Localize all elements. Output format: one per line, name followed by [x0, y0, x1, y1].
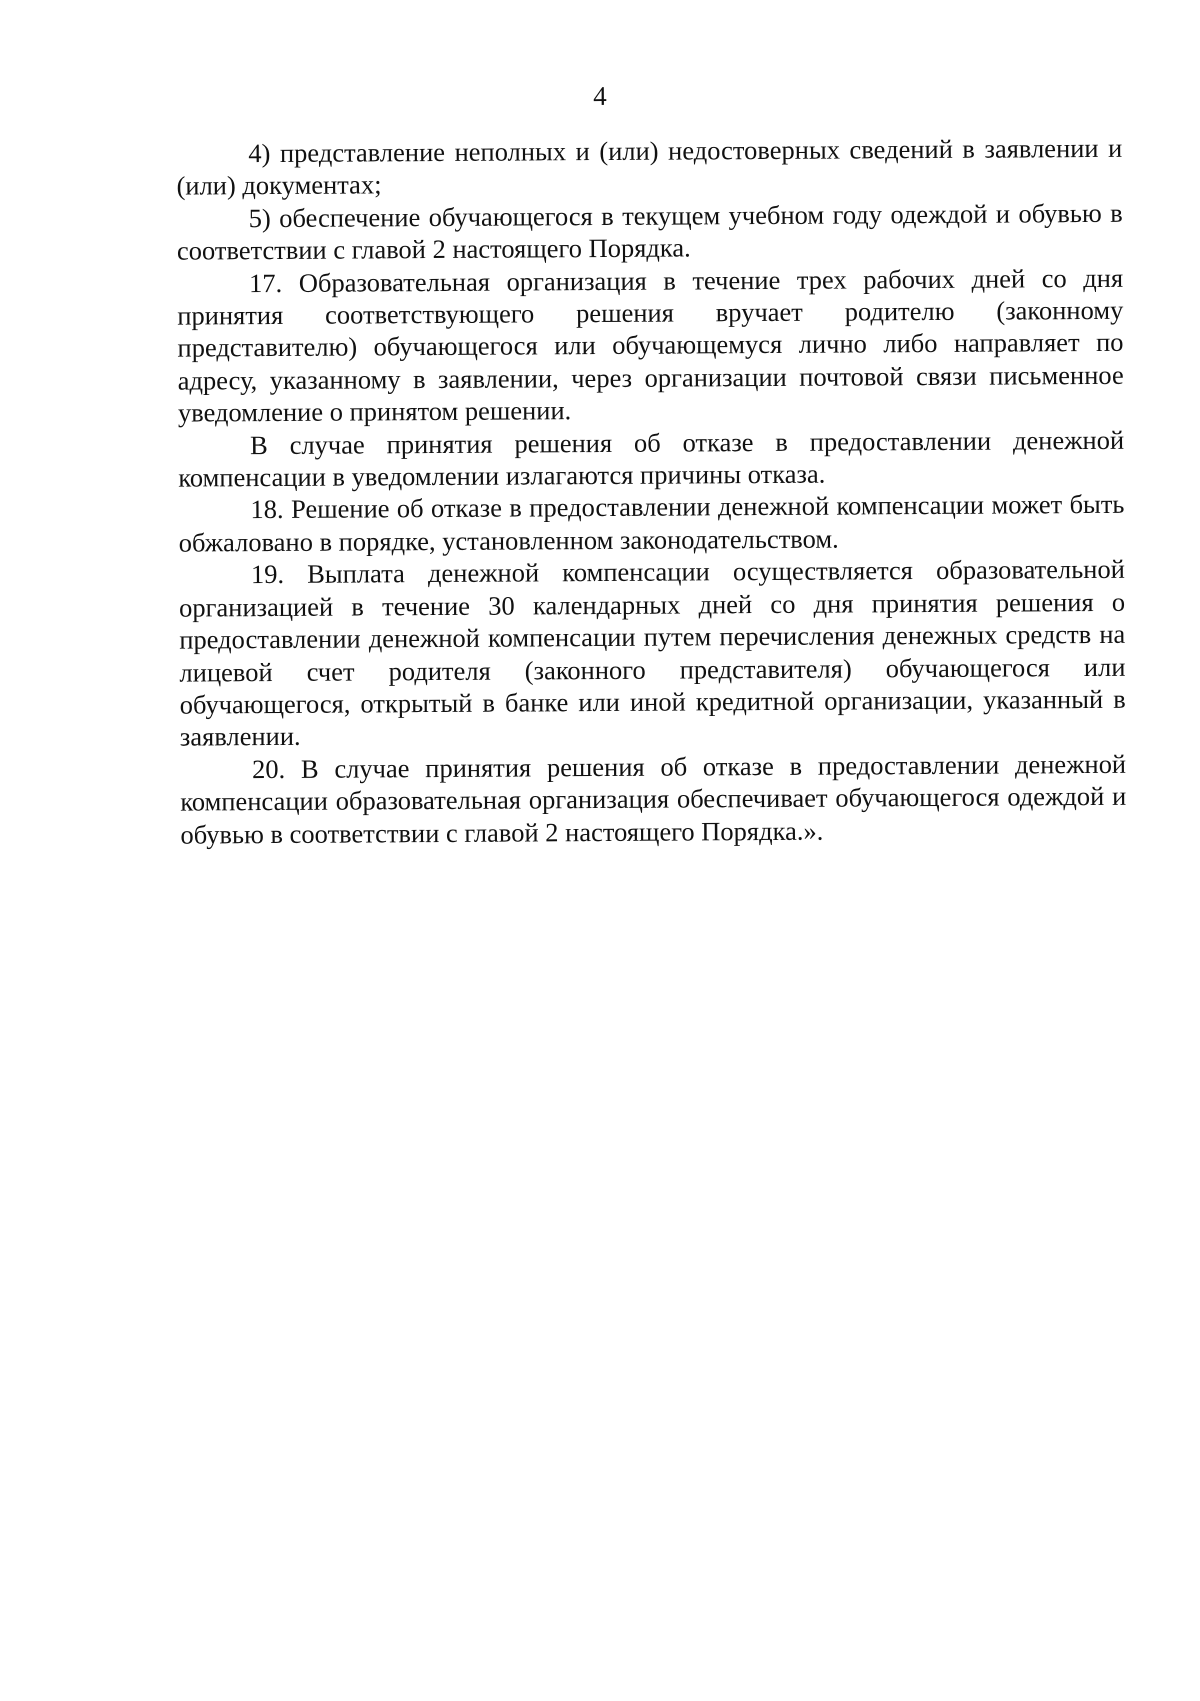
paragraph-clause-19: 19. Выплата денежной компенсации осуществляется образовательной организацией в течение 30 календарных дней со дня принятия решения о предоставлении денежной компенсации путем перечисления денежных средств на лицевой счет родителя (законного представителя) обучающегося или обучающегося, открытый в банке или иной кредитной организации, указанный в заявлении.	[178, 554, 1126, 752]
paragraph-refusal-reasons: В случае принятия решения об отказе в предоставлении денежной компенсации в уведомлении излагаются причины отказа.	[178, 424, 1125, 493]
paragraph-clause-20: 20. В случае принятия решения об отказе в предоставлении денежной компенсации образовательная организация обеспечивает обучающегося одеждой и обувью в соответствии с главой 2 настоящего Порядка.».	[180, 748, 1127, 850]
document-body	[176, 132, 1126, 851]
paragraph-item-5: 5) обеспечение обучающегося в текущем учебном году одеждой и обувью в соответствии с главой 2 настоящего Порядка.	[176, 197, 1123, 266]
paragraph-clause-17: 17. Образовательная организация в течение трех рабочих дней со дня принятия соответствующего решения вручает родителю (законному представителю) обучающегося или обучающемуся лично либо направляет по адресу, указанному в заявлении, через организации почтовой связи письменное уведомление о принятом решении.	[177, 262, 1124, 428]
paragraph-item-4: 4) представление неполных и (или) недостоверных сведений в заявлении и (или) документах;	[176, 132, 1123, 201]
paragraph-clause-18: 18. Решение об отказе в предоставлении денежной компенсации может быть обжаловано в порядке, установленном законодательством.	[178, 489, 1125, 558]
page-number: 4	[593, 80, 607, 112]
